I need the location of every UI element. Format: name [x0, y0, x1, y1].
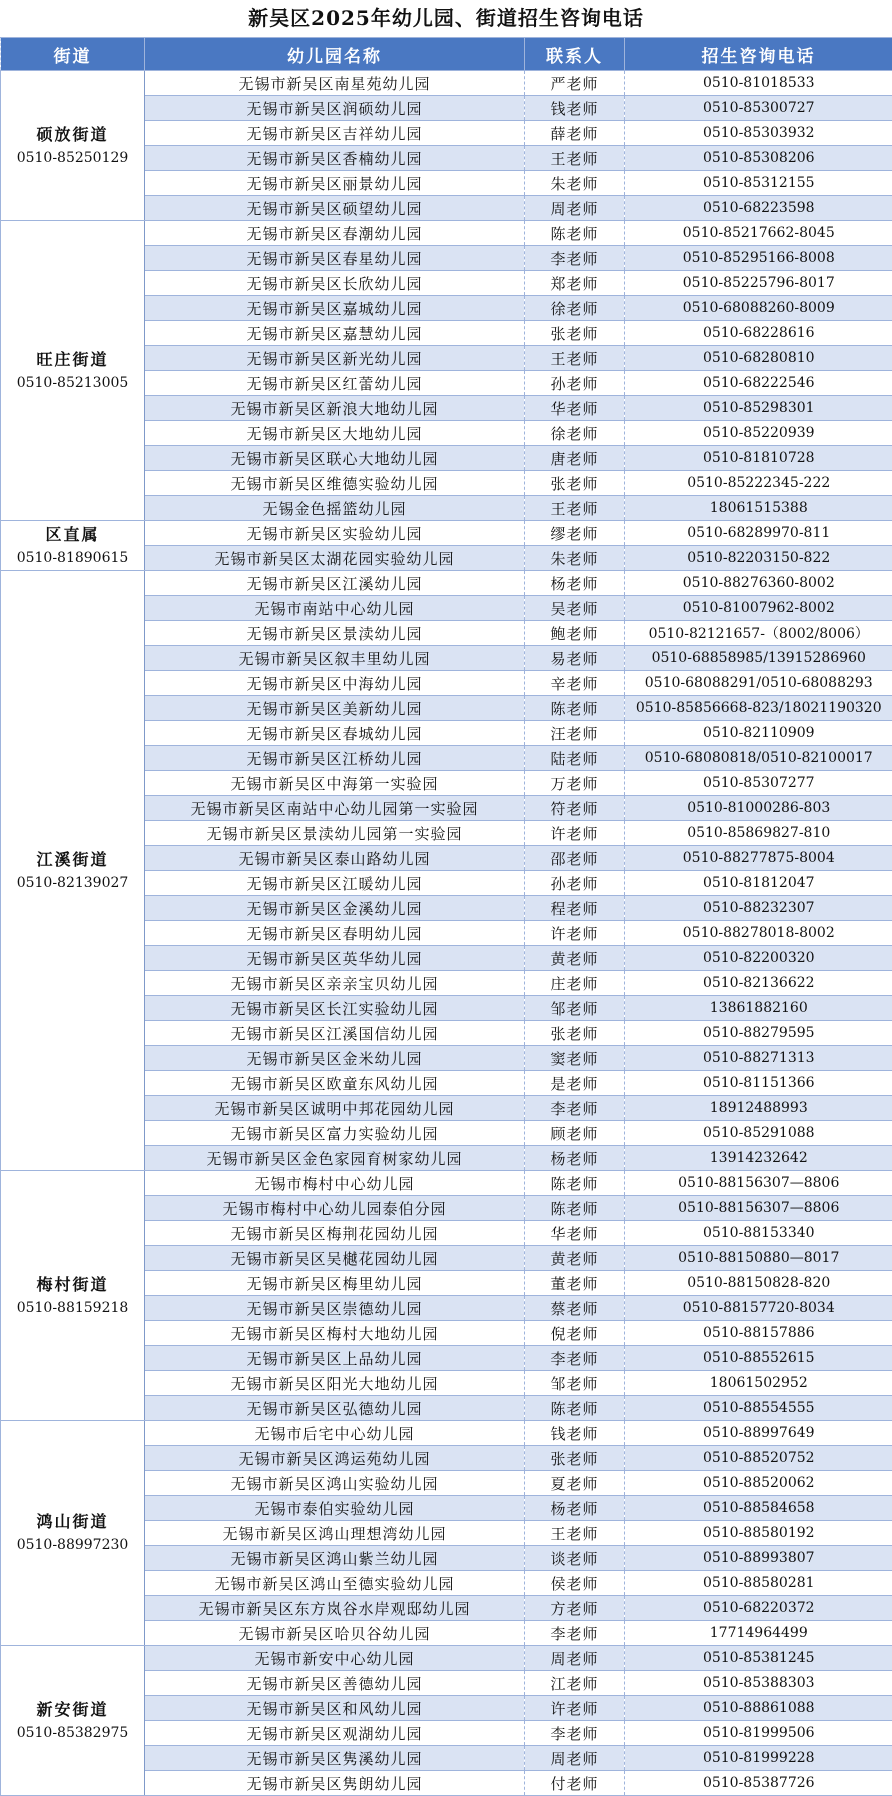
contact-person: 周老师 — [525, 1746, 625, 1771]
header-kindergarten-name: 幼儿园名称 — [145, 38, 525, 71]
contact-person: 王老师 — [525, 496, 625, 521]
contact-person: 王老师 — [525, 146, 625, 171]
kindergarten-name: 无锡市新吴区欧童东风幼儿园 — [145, 1071, 525, 1096]
contact-person: 蔡老师 — [525, 1296, 625, 1321]
street-cell — [1, 71, 145, 221]
table-header — [1, 38, 892, 71]
contact-person: 陈老师 — [525, 221, 625, 246]
kindergarten-name: 无锡市新吴区崇德幼儿园 — [145, 1296, 525, 1321]
kindergarten-name: 无锡市新吴区隽溪幼儿园 — [145, 1746, 525, 1771]
kindergarten-name: 无锡市新吴区亲亲宝贝幼儿园 — [145, 971, 525, 996]
contact-person: 汪老师 — [525, 721, 625, 746]
kindergarten-name: 无锡金色摇篮幼儿园 — [145, 496, 525, 521]
contact-person: 李老师 — [525, 1621, 625, 1646]
kindergarten-name: 无锡市新吴区金溪幼儿园 — [145, 896, 525, 921]
enrollment-phone: 0510-85291088 — [625, 1121, 892, 1146]
contact-person: 辛老师 — [525, 671, 625, 696]
contact-person: 王老师 — [525, 1521, 625, 1546]
contact-person: 江老师 — [525, 1671, 625, 1696]
street-name: 新安街道 — [36, 1699, 109, 1719]
enrollment-phone: 0510-82203150-822 — [625, 546, 892, 571]
kindergarten-name: 无锡市新吴区中海幼儿园 — [145, 671, 525, 696]
kindergarten-name: 无锡市新吴区吉祥幼儿园 — [145, 121, 525, 146]
contact-person: 李老师 — [525, 246, 625, 271]
table-row — [1, 521, 892, 546]
enrollment-phone: 0510-88584658 — [625, 1496, 892, 1521]
enrollment-phone: 0510-81018533 — [625, 71, 892, 96]
enrollment-phone: 0510-88520752 — [625, 1446, 892, 1471]
contact-person: 张老师 — [525, 471, 625, 496]
contact-person: 李老师 — [525, 1096, 625, 1121]
contact-person: 缪老师 — [525, 521, 625, 546]
enrollment-phone: 0510-85388303 — [625, 1671, 892, 1696]
kindergarten-name: 无锡市新吴区南星苑幼儿园 — [145, 71, 525, 96]
contact-person: 鲍老师 — [525, 621, 625, 646]
enrollment-phone: 0510-85869827-810 — [625, 821, 892, 846]
contact-person: 张老师 — [525, 1446, 625, 1471]
enrollment-phone: 0510-88520062 — [625, 1471, 892, 1496]
contact-person: 华老师 — [525, 396, 625, 421]
enrollment-phone: 0510-68289970-811 — [625, 521, 892, 546]
enrollment-phone: 0510-68080818/0510-82100017 — [625, 746, 892, 771]
kindergarten-name: 无锡市新吴区哈贝谷幼儿园 — [145, 1621, 525, 1646]
contact-person: 陈老师 — [525, 1196, 625, 1221]
enrollment-phone: 0510-88278018-8002 — [625, 921, 892, 946]
contact-person: 徐老师 — [525, 296, 625, 321]
street-phone: 0510-88997230 — [16, 1537, 129, 1553]
enrollment-phone: 0510-88156307—8806 — [625, 1171, 892, 1196]
kindergarten-name: 无锡市泰伯实验幼儿园 — [145, 1496, 525, 1521]
contact-person: 薛老师 — [525, 121, 625, 146]
kindergarten-name: 无锡市新吴区联心大地幼儿园 — [145, 446, 525, 471]
contact-person: 杨老师 — [525, 571, 625, 596]
enrollment-phone: 0510-85225796-8017 — [625, 271, 892, 296]
kindergarten-name: 无锡市新吴区鸿山紫兰幼儿园 — [145, 1546, 525, 1571]
kindergarten-name: 无锡市新吴区泰山路幼儿园 — [145, 846, 525, 871]
header-row — [1, 38, 892, 71]
kindergarten-name: 无锡市新吴区硕望幼儿园 — [145, 196, 525, 221]
contact-person: 谈老师 — [525, 1546, 625, 1571]
contact-person: 付老师 — [525, 1771, 625, 1796]
kindergarten-name: 无锡市后宅中心幼儿园 — [145, 1421, 525, 1446]
enrollment-phone: 0510-68858985/13915286960 — [625, 646, 892, 671]
enrollment-phone: 0510-85856668-823/18021190320 — [625, 696, 892, 721]
street-name: 梅村街道 — [36, 1274, 109, 1294]
street-cell — [1, 1646, 145, 1796]
enrollment-phone: 0510-81007962-8002 — [625, 596, 892, 621]
contact-person: 董老师 — [525, 1271, 625, 1296]
kindergarten-name: 无锡市新吴区春星幼儿园 — [145, 246, 525, 271]
kindergarten-name: 无锡市新吴区梅荆花园幼儿园 — [145, 1221, 525, 1246]
enrollment-phone: 0510-88232307 — [625, 896, 892, 921]
kindergarten-name: 无锡市新安中心幼儿园 — [145, 1646, 525, 1671]
table-row — [1, 71, 892, 96]
enrollment-phone: 0510-88153340 — [625, 1221, 892, 1246]
street-phone: 0510-85213005 — [16, 374, 129, 391]
contact-person: 孙老师 — [525, 371, 625, 396]
enrollment-phone: 0510-88552615 — [625, 1346, 892, 1371]
enrollment-phone: 0510-68223598 — [625, 196, 892, 221]
kindergarten-name: 无锡市新吴区春城幼儿园 — [145, 721, 525, 746]
kindergarten-name: 无锡市新吴区叙丰里幼儿园 — [145, 646, 525, 671]
contact-person: 庄老师 — [525, 971, 625, 996]
enrollment-phone: 17714964499 — [625, 1621, 892, 1646]
contact-person: 陈老师 — [525, 1171, 625, 1196]
enrollment-table — [0, 37, 892, 1796]
kindergarten-name: 无锡市新吴区新光幼儿园 — [145, 346, 525, 371]
enrollment-phone: 0510-85381245 — [625, 1646, 892, 1671]
header-contact: 联系人 — [525, 38, 625, 71]
enrollment-phone: 0510-88861088 — [625, 1696, 892, 1721]
page-title: 新吴区2025年幼儿园、街道招生咨询电话 — [248, 6, 644, 30]
kindergarten-name: 无锡市新吴区鸿运苑幼儿园 — [145, 1446, 525, 1471]
contact-person: 邹老师 — [525, 1371, 625, 1396]
kindergarten-name: 无锡市新吴区嘉城幼儿园 — [145, 296, 525, 321]
kindergarten-name: 无锡市新吴区嘉慧幼儿园 — [145, 321, 525, 346]
contact-person: 华老师 — [525, 1221, 625, 1246]
contact-person: 黄老师 — [525, 946, 625, 971]
enrollment-phone: 0510-88993807 — [625, 1546, 892, 1571]
street-phone: 0510-81890615 — [16, 549, 129, 566]
kindergarten-name: 无锡市梅村中心幼儿园泰伯分园 — [145, 1196, 525, 1221]
enrollment-phone: 0510-68220372 — [625, 1596, 892, 1621]
contact-person: 邹老师 — [525, 996, 625, 1021]
enrollment-phone: 0510-81812047 — [625, 871, 892, 896]
kindergarten-name: 无锡市新吴区吴樾花园幼儿园 — [145, 1246, 525, 1271]
kindergarten-name: 无锡市新吴区长欣幼儿园 — [145, 271, 525, 296]
table-row — [1, 571, 892, 596]
enrollment-phone: 0510-85298301 — [625, 396, 892, 421]
contact-person: 顾老师 — [525, 1121, 625, 1146]
table-row — [1, 221, 892, 246]
kindergarten-name: 无锡市新吴区香楠幼儿园 — [145, 146, 525, 171]
contact-person: 许老师 — [525, 1696, 625, 1721]
enrollment-phone: 0510-85217662-8045 — [625, 221, 892, 246]
kindergarten-name: 无锡市新吴区南站中心幼儿园第一实验园 — [145, 796, 525, 821]
enrollment-phone: 0510-85303932 — [625, 121, 892, 146]
kindergarten-name: 无锡市南站中心幼儿园 — [145, 596, 525, 621]
contact-person: 陈老师 — [525, 1396, 625, 1421]
street-name: 江溪街道 — [36, 849, 109, 869]
contact-person: 侯老师 — [525, 1571, 625, 1596]
contact-person: 陆老师 — [525, 746, 625, 771]
enrollment-phone: 0510-68088291/0510-68088293 — [625, 671, 892, 696]
kindergarten-name: 无锡市新吴区梅里幼儿园 — [145, 1271, 525, 1296]
header-street: 街道 — [1, 38, 145, 71]
kindergarten-name: 无锡市新吴区江桥幼儿园 — [145, 746, 525, 771]
street-phone: 0510-88159218 — [16, 1299, 129, 1316]
table-body — [1, 71, 892, 1796]
enrollment-phone: 0510-85312155 — [625, 171, 892, 196]
contact-person: 郑老师 — [525, 271, 625, 296]
contact-person: 朱老师 — [525, 171, 625, 196]
kindergarten-name: 无锡市新吴区鸿山至德实验幼儿园 — [145, 1571, 525, 1596]
kindergarten-name: 无锡市新吴区美新幼儿园 — [145, 696, 525, 721]
street-cell — [1, 1421, 145, 1646]
contact-person: 夏老师 — [525, 1471, 625, 1496]
kindergarten-name: 无锡市梅村中心幼儿园 — [145, 1171, 525, 1196]
kindergarten-name: 无锡市新吴区丽景幼儿园 — [145, 171, 525, 196]
contact-person: 是老师 — [525, 1071, 625, 1096]
contact-person: 黄老师 — [525, 1246, 625, 1271]
enrollment-phone: 0510-88580192 — [625, 1521, 892, 1546]
enrollment-phone: 0510-85220939 — [625, 421, 892, 446]
enrollment-phone: 0510-82136622 — [625, 971, 892, 996]
kindergarten-name: 无锡市新吴区和风幼儿园 — [145, 1696, 525, 1721]
kindergarten-name: 无锡市新吴区金米幼儿园 — [145, 1046, 525, 1071]
kindergarten-name: 无锡市新吴区大地幼儿园 — [145, 421, 525, 446]
kindergarten-name: 无锡市新吴区红蕾幼儿园 — [145, 371, 525, 396]
enrollment-phone: 0510-68222546 — [625, 371, 892, 396]
enrollment-phone: 0510-88276360-8002 — [625, 571, 892, 596]
street-phone: 0510-85382975 — [16, 1724, 129, 1741]
contact-person: 周老师 — [525, 196, 625, 221]
enrollment-phone: 0510-68088260-8009 — [625, 296, 892, 321]
kindergarten-name: 无锡市新吴区维德实验幼儿园 — [145, 471, 525, 496]
enrollment-phone: 0510-85222345-222 — [625, 471, 892, 496]
contact-person: 陈老师 — [525, 696, 625, 721]
kindergarten-name: 无锡市新吴区中海第一实验园 — [145, 771, 525, 796]
contact-person: 杨老师 — [525, 1496, 625, 1521]
table-row — [1, 1421, 892, 1446]
kindergarten-name: 无锡市新吴区长江实验幼儿园 — [145, 996, 525, 1021]
street-phone: 0510-82139027 — [16, 874, 129, 891]
table-row — [1, 1646, 892, 1671]
enrollment-phone: 0510-85307277 — [625, 771, 892, 796]
kindergarten-name: 无锡市新吴区景渎幼儿园第一实验园 — [145, 821, 525, 846]
contact-person: 张老师 — [525, 1021, 625, 1046]
enrollment-phone: 18061515388 — [625, 496, 892, 521]
contact-person: 徐老师 — [525, 421, 625, 446]
contact-person: 钱老师 — [525, 96, 625, 121]
enrollment-phone: 0510-82121657-（8002/8006） — [625, 621, 892, 646]
contact-person: 李老师 — [525, 1721, 625, 1746]
kindergarten-name: 无锡市新吴区春明幼儿园 — [145, 921, 525, 946]
enrollment-phone: 0510-81000286-803 — [625, 796, 892, 821]
kindergarten-name: 无锡市新吴区新浪大地幼儿园 — [145, 396, 525, 421]
kindergarten-name: 无锡市新吴区金色家园育树家幼儿园 — [145, 1146, 525, 1171]
street-cell — [1, 571, 145, 1171]
enrollment-phone: 0510-88157886 — [625, 1321, 892, 1346]
contact-person: 钱老师 — [525, 1421, 625, 1446]
enrollment-phone: 0510-85295166-8008 — [625, 246, 892, 271]
contact-person: 许老师 — [525, 821, 625, 846]
kindergarten-name: 无锡市新吴区鸿山理想湾幼儿园 — [145, 1521, 525, 1546]
contact-person: 易老师 — [525, 646, 625, 671]
contact-person: 许老师 — [525, 921, 625, 946]
enrollment-phone: 0510-81999506 — [625, 1721, 892, 1746]
kindergarten-name: 无锡市新吴区鸿山实验幼儿园 — [145, 1471, 525, 1496]
street-name: 硕放街道 — [36, 124, 109, 144]
contact-person: 唐老师 — [525, 446, 625, 471]
kindergarten-name: 无锡市新吴区春潮幼儿园 — [145, 221, 525, 246]
street-cell — [1, 521, 145, 571]
enrollment-phone: 0510-88277875-8004 — [625, 846, 892, 871]
enrollment-phone: 0510-88580281 — [625, 1571, 892, 1596]
kindergarten-name: 无锡市新吴区润硕幼儿园 — [145, 96, 525, 121]
enrollment-phone: 0510-81151366 — [625, 1071, 892, 1096]
kindergarten-name: 无锡市新吴区东方岚谷水岸观邸幼儿园 — [145, 1596, 525, 1621]
enrollment-phone: 0510-68280810 — [625, 346, 892, 371]
enrollment-phone: 0510-88997649 — [625, 1421, 892, 1446]
kindergarten-name: 无锡市新吴区太湖花园实验幼儿园 — [145, 546, 525, 571]
contact-person: 王老师 — [525, 346, 625, 371]
enrollment-phone: 0510-68228616 — [625, 321, 892, 346]
street-name: 区直属 — [45, 524, 100, 544]
contact-person: 窦老师 — [525, 1046, 625, 1071]
contact-person: 万老师 — [525, 771, 625, 796]
street-phone: 0510-85250129 — [16, 149, 129, 166]
contact-person: 杨老师 — [525, 1146, 625, 1171]
enrollment-phone: 0510-85300727 — [625, 96, 892, 121]
enrollment-phone: 0510-88554555 — [625, 1396, 892, 1421]
kindergarten-name: 无锡市新吴区江溪国信幼儿园 — [145, 1021, 525, 1046]
kindergarten-name: 无锡市新吴区善德幼儿园 — [145, 1671, 525, 1696]
kindergarten-name: 无锡市新吴区景渎幼儿园 — [145, 621, 525, 646]
enrollment-phone: 0510-88271313 — [625, 1046, 892, 1071]
kindergarten-name: 无锡市新吴区江溪幼儿园 — [145, 571, 525, 596]
kindergarten-name: 无锡市新吴区英华幼儿园 — [145, 946, 525, 971]
enrollment-phone: 18912488993 — [625, 1096, 892, 1121]
contact-person: 倪老师 — [525, 1321, 625, 1346]
contact-person: 方老师 — [525, 1596, 625, 1621]
contact-person: 吴老师 — [525, 596, 625, 621]
contact-person: 符老师 — [525, 796, 625, 821]
kindergarten-name: 无锡市新吴区梅村大地幼儿园 — [145, 1321, 525, 1346]
contact-person: 程老师 — [525, 896, 625, 921]
contact-person: 李老师 — [525, 1346, 625, 1371]
enrollment-phone: 18061502952 — [625, 1371, 892, 1396]
enrollment-phone: 0510-81999228 — [625, 1746, 892, 1771]
enrollment-phone: 0510-82200320 — [625, 946, 892, 971]
enrollment-phone: 0510-88156307—8806 — [625, 1196, 892, 1221]
enrollment-phone: 0510-88150828-820 — [625, 1271, 892, 1296]
contact-person: 朱老师 — [525, 546, 625, 571]
street-name: 鸿山街道 — [36, 1512, 109, 1531]
enrollment-phone: 0510-88157720-8034 — [625, 1296, 892, 1321]
kindergarten-name: 无锡市新吴区观湖幼儿园 — [145, 1721, 525, 1746]
enrollment-phone: 13861882160 — [625, 996, 892, 1021]
kindergarten-name: 无锡市新吴区隽朗幼儿园 — [145, 1771, 525, 1796]
contact-person: 严老师 — [525, 71, 625, 96]
kindergarten-name: 无锡市新吴区实验幼儿园 — [145, 521, 525, 546]
contact-person: 孙老师 — [525, 871, 625, 896]
enrollment-phone: 0510-85387726 — [625, 1771, 892, 1796]
enrollment-phone: 0510-82110909 — [625, 721, 892, 746]
contact-person: 邵老师 — [525, 846, 625, 871]
kindergarten-name: 无锡市新吴区弘德幼儿园 — [145, 1396, 525, 1421]
enrollment-phone: 0510-85308206 — [625, 146, 892, 171]
enrollment-phone: 0510-88150880—8017 — [625, 1246, 892, 1271]
street-name: 旺庄街道 — [36, 349, 109, 369]
kindergarten-name: 无锡市新吴区诚明中邦花园幼儿园 — [145, 1096, 525, 1121]
enrollment-phone: 0510-81810728 — [625, 446, 892, 471]
enrollment-phone: 13914232642 — [625, 1146, 892, 1171]
kindergarten-name: 无锡市新吴区江暖幼儿园 — [145, 871, 525, 896]
table-row — [1, 1171, 892, 1196]
header-phone: 招生咨询电话 — [625, 38, 892, 71]
contact-person: 张老师 — [525, 321, 625, 346]
enrollment-phone: 0510-88279595 — [625, 1021, 892, 1046]
kindergarten-name: 无锡市新吴区上品幼儿园 — [145, 1346, 525, 1371]
street-cell — [1, 221, 145, 521]
kindergarten-name: 无锡市新吴区富力实验幼儿园 — [145, 1121, 525, 1146]
contact-person: 周老师 — [525, 1646, 625, 1671]
street-cell — [1, 1171, 145, 1421]
kindergarten-name: 无锡市新吴区阳光大地幼儿园 — [145, 1371, 525, 1396]
